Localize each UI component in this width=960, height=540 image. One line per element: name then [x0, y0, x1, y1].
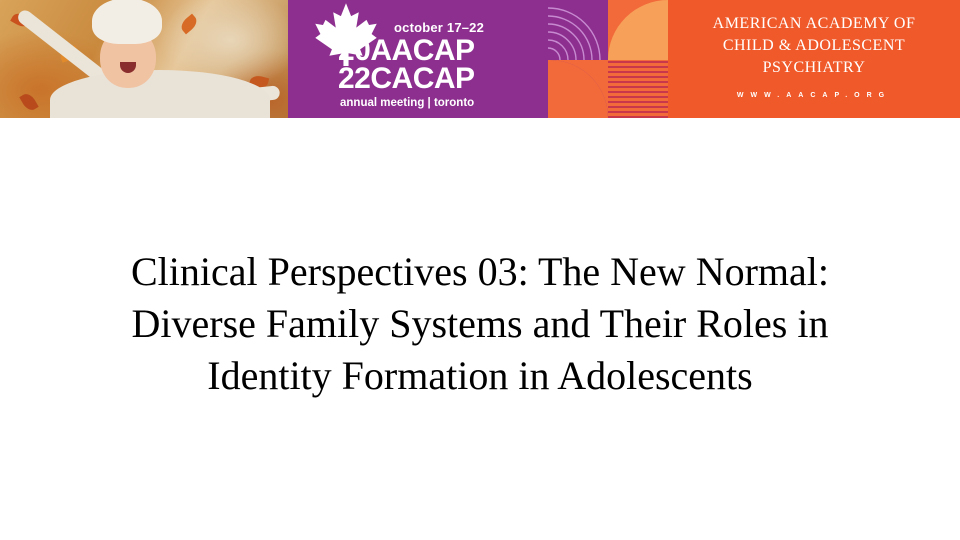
conference-banner	[0, 0, 960, 118]
event-subtitle: annual meeting | toronto	[340, 97, 475, 109]
banner-photo	[0, 0, 288, 118]
slide-title	[60, 246, 900, 402]
event-logo-line2: 22CACAP	[338, 62, 475, 95]
slide-title-line: Identity Formation in Adolescents	[207, 353, 753, 398]
event-logo-line1: 20AACAP	[338, 34, 475, 67]
organization-name-line: CHILD & ADOLESCENT	[722, 37, 906, 54]
organization-url: WWW.AACAP.ORG	[736, 92, 892, 99]
arc-lines-icon	[548, 0, 608, 60]
event-date: october 17–22	[394, 20, 485, 35]
slide-title-line: Diverse Family Systems and Their Roles in	[131, 301, 829, 346]
event-logo-panel	[288, 0, 548, 118]
organization-panel	[668, 0, 960, 118]
organization-name	[668, 13, 960, 79]
organization-name-line: PSYCHIATRY	[762, 59, 866, 76]
geometric-decoration	[548, 0, 668, 118]
organization-name-line: AMERICAN ACADEMY OF	[712, 15, 916, 32]
slide-title-line: Clinical Perspectives 03: The New Normal:	[131, 249, 829, 294]
